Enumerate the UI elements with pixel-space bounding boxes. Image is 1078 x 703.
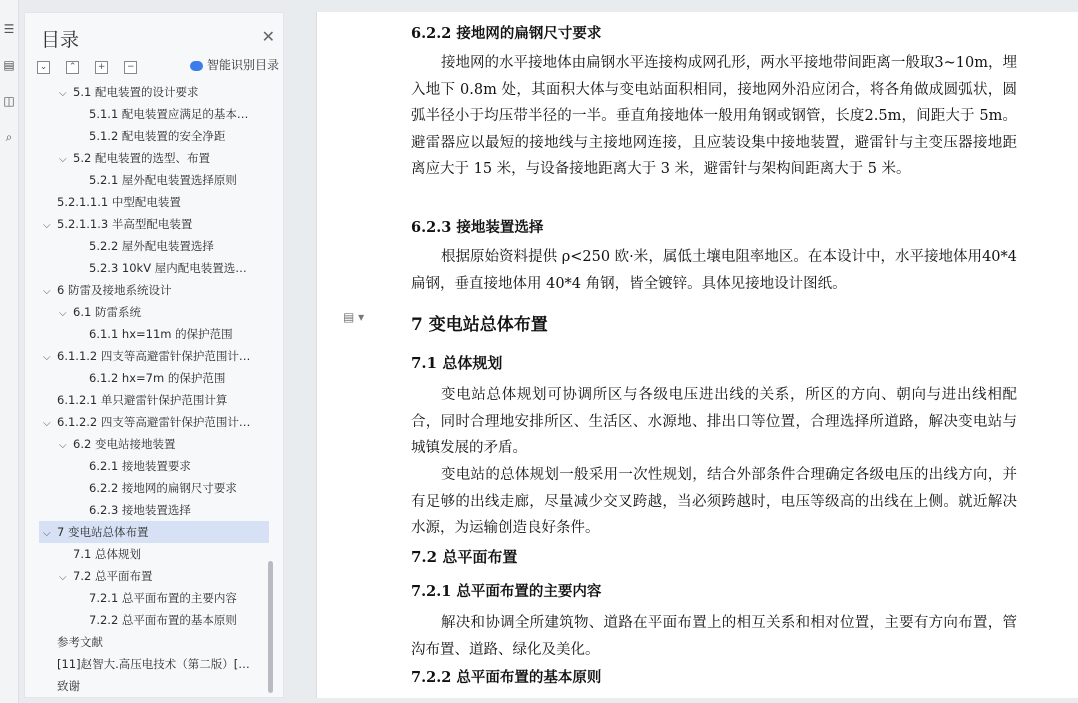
toc-item-label: 7.1 总体规划	[73, 547, 141, 561]
smart-toc-button[interactable]	[190, 56, 279, 73]
toc-item-label: 6.1.1.2 四支等高避雷针保护范围计…	[57, 349, 251, 363]
toc-item-label: 5.2.2 屋外配电装置选择	[89, 239, 214, 253]
heading-7-1: 7.1 总体规划	[411, 354, 503, 372]
left-toolbar	[0, 0, 19, 703]
paragraph: 变电站总体规划可协调所区与各级电压进出线的关系，所区的方向、朝向与进出线相配合，同时合理地安排所区、生活区、水源地、排出口等位置，合理选择所道路，解决变电站与城镇发展的矛盾。	[411, 387, 1017, 456]
toc-item-label: 6 防雷及接地系统设计	[57, 283, 172, 297]
paragraph: 根据原始资料提供 ρ<250 欧·米，属低土壤电阻率地区。在本设计中，水平接地体用40*4 扁钢，垂直接地体用 40*4 角钢，皆全镀锌。具体见接地设计图纸。	[411, 249, 1017, 292]
chevron-down-icon[interactable]: ⌵	[59, 440, 67, 451]
toc-item[interactable]	[25, 169, 275, 191]
toc-panel	[24, 12, 284, 698]
search-icon[interactable]: ⌕	[5, 130, 13, 144]
close-icon[interactable]: ✕	[261, 27, 275, 46]
toc-item[interactable]	[25, 477, 275, 499]
toc-item[interactable]	[25, 103, 275, 125]
paragraph: 解决和协调全所建筑物、道路在平面布置上的相互关系和相对位置，主要有方向布置，管沟布置、道路、绿化及美化。	[411, 615, 1017, 658]
toc-item-label: 6.2.2 接地网的扁钢尺寸要求	[89, 481, 237, 495]
toc-item[interactable]	[25, 389, 275, 411]
expand-icon[interactable]: ⌃	[66, 61, 79, 74]
chevron-down-icon[interactable]: ⌵	[59, 308, 67, 319]
toc-item-label: 5.2.1.1.3 半高型配电装置	[57, 217, 193, 231]
add-icon[interactable]: +	[95, 61, 108, 74]
toc-item-label: 6.2 变电站接地装置	[73, 437, 176, 451]
chevron-down-icon[interactable]: ⌵	[59, 572, 67, 583]
toc-item-label: 6.1.2 hx=7m 的保护范围	[89, 371, 226, 385]
toc-item[interactable]	[25, 631, 275, 653]
toc-item-label: 6.1.2.1 单只避雷针保护范围计算	[57, 393, 228, 407]
paragraph: 接地网的水平接地体由扁钢水平连接构成网孔形，两水平接地带间距离一般取3~10m，埋入地下 0.8m 处，其面积大体与变电站面积相同，接地网外沿应闭合，将各角做成圆弧状，圆弧半径小于均压带半径的一半。垂直角接地体一般用角钢或钢管，长度2.5m，间距大于 5m。避雷器应以最短的接地线与主接地网连接，且应装设集中接地装置，避雷针与主变压器接地距离应大于 15 米，与设备接地距离大于 3 米，避雷针与架构间距离大于 5 米。	[411, 55, 1017, 177]
toc-item-label: 6.1.2.2 四支等高避雷针保护范围计…	[57, 415, 251, 429]
toc-item[interactable]	[25, 191, 275, 213]
collapse-icon[interactable]: ⌄	[37, 61, 50, 74]
heading-7-2-2: 7.2.2 总平面布置的基本原则	[411, 669, 602, 686]
toc-item-label: 5.2.1.1.1 中型配电装置	[57, 195, 181, 209]
chevron-down-icon[interactable]: ⌵	[43, 220, 51, 231]
toc-item[interactable]	[25, 125, 275, 147]
toc-item[interactable]	[25, 257, 275, 279]
toc-item[interactable]	[25, 323, 275, 345]
toc-item[interactable]	[25, 433, 275, 455]
toc-item-label: 6.2.1 接地装置要求	[89, 459, 191, 473]
toc-item[interactable]	[25, 81, 275, 103]
bookmark-icon[interactable]: ▤	[3, 58, 15, 72]
chevron-down-icon[interactable]: ⌵	[43, 286, 51, 297]
toc-item-label: 参考文献	[57, 635, 103, 649]
chevron-down-icon[interactable]: ⌵	[59, 88, 67, 99]
toc-toolbar	[37, 57, 148, 73]
paragraph-menu-icon[interactable]: ▤ ▾	[343, 310, 365, 324]
toc-item-label: 5.2.1 屋外配电装置选择原则	[89, 173, 237, 187]
toc-item-label: 5.1.2 配电装置的安全净距	[89, 129, 226, 143]
toc-item-label: 7 变电站总体布置	[57, 525, 149, 539]
heading-7-2-1: 7.2.1 总平面布置的主要内容	[411, 583, 602, 600]
toc-item-label: 7.2.1 总平面布置的主要内容	[89, 591, 237, 605]
toc-item[interactable]	[25, 543, 275, 565]
toc-item-label: 6.1.1 hx=11m 的保护范围	[89, 327, 233, 341]
toc-scrollbar[interactable]	[268, 561, 273, 693]
ai-icon	[190, 61, 203, 71]
smart-toc-label: 智能识别目录	[206, 58, 279, 72]
toc-item[interactable]	[25, 653, 275, 675]
toc-item-label: 7.2 总平面布置	[73, 569, 153, 583]
toc-item-label: 5.1.1 配电装置应满足的基本…	[89, 107, 249, 121]
toc-item-label: 6.1 防雷系统	[73, 305, 141, 319]
toc-item-label: 5.2 配电装置的选型、布置	[73, 151, 210, 165]
chevron-down-icon[interactable]: ⌵	[43, 352, 51, 363]
paragraph: 变电站的总体规划一般采用一次性规划，结合外部条件合理确定各级电压的出线方向，并有足够的出线走廊，尽量减少交叉跨越，当必须跨越时，电压等级高的出线在上侧。就近解决水源，为运输创造良好条件。	[411, 467, 1017, 536]
list-icon[interactable]: ☰	[3, 22, 15, 36]
chevron-down-icon[interactable]: ⌵	[59, 154, 67, 165]
remove-icon[interactable]: −	[124, 61, 137, 74]
heading-6-2-3: 6.2.3 接地装置选择	[411, 219, 544, 236]
toc-item[interactable]	[25, 367, 275, 389]
heading-7: 7 变电站总体布置	[411, 315, 548, 335]
toc-list	[25, 81, 275, 693]
toc-item-label: 5.1 配电装置的设计要求	[73, 85, 199, 99]
toc-item[interactable]	[25, 609, 275, 631]
toc-item-label: 6.2.3 接地装置选择	[89, 503, 191, 517]
chevron-down-icon[interactable]: ⌵	[43, 528, 51, 539]
toc-item[interactable]	[25, 587, 275, 609]
heading-7-2: 7.2 总平面布置	[411, 548, 518, 566]
toc-item[interactable]	[25, 455, 275, 477]
toc-item[interactable]	[25, 147, 275, 169]
toc-item[interactable]	[25, 499, 275, 521]
toc-item[interactable]	[25, 675, 275, 693]
toc-item-label: [11]赵智大.高压电技术（第二版）[…	[57, 657, 250, 671]
chevron-down-icon[interactable]: ⌵	[43, 418, 51, 429]
toc-item[interactable]	[25, 301, 275, 323]
toc-item[interactable]	[25, 345, 275, 367]
toc-item[interactable]	[25, 235, 275, 257]
document-page	[316, 12, 1078, 698]
toc-item[interactable]	[39, 521, 269, 543]
toc-item-label: 7.2.2 总平面布置的基本原则	[89, 613, 237, 627]
heading-6-2-2: 6.2.2 接地网的扁钢尺寸要求	[411, 25, 602, 42]
toc-item-label: 5.2.3 10kV 屋内配电装置选…	[89, 261, 247, 275]
tag-icon[interactable]: ◫	[3, 94, 15, 108]
toc-title: 目录	[41, 29, 80, 51]
toc-item-label: 致谢	[57, 679, 80, 693]
toc-item[interactable]	[25, 213, 275, 235]
toc-item[interactable]	[25, 565, 275, 587]
toc-item[interactable]	[25, 411, 275, 433]
toc-item[interactable]	[25, 279, 275, 301]
